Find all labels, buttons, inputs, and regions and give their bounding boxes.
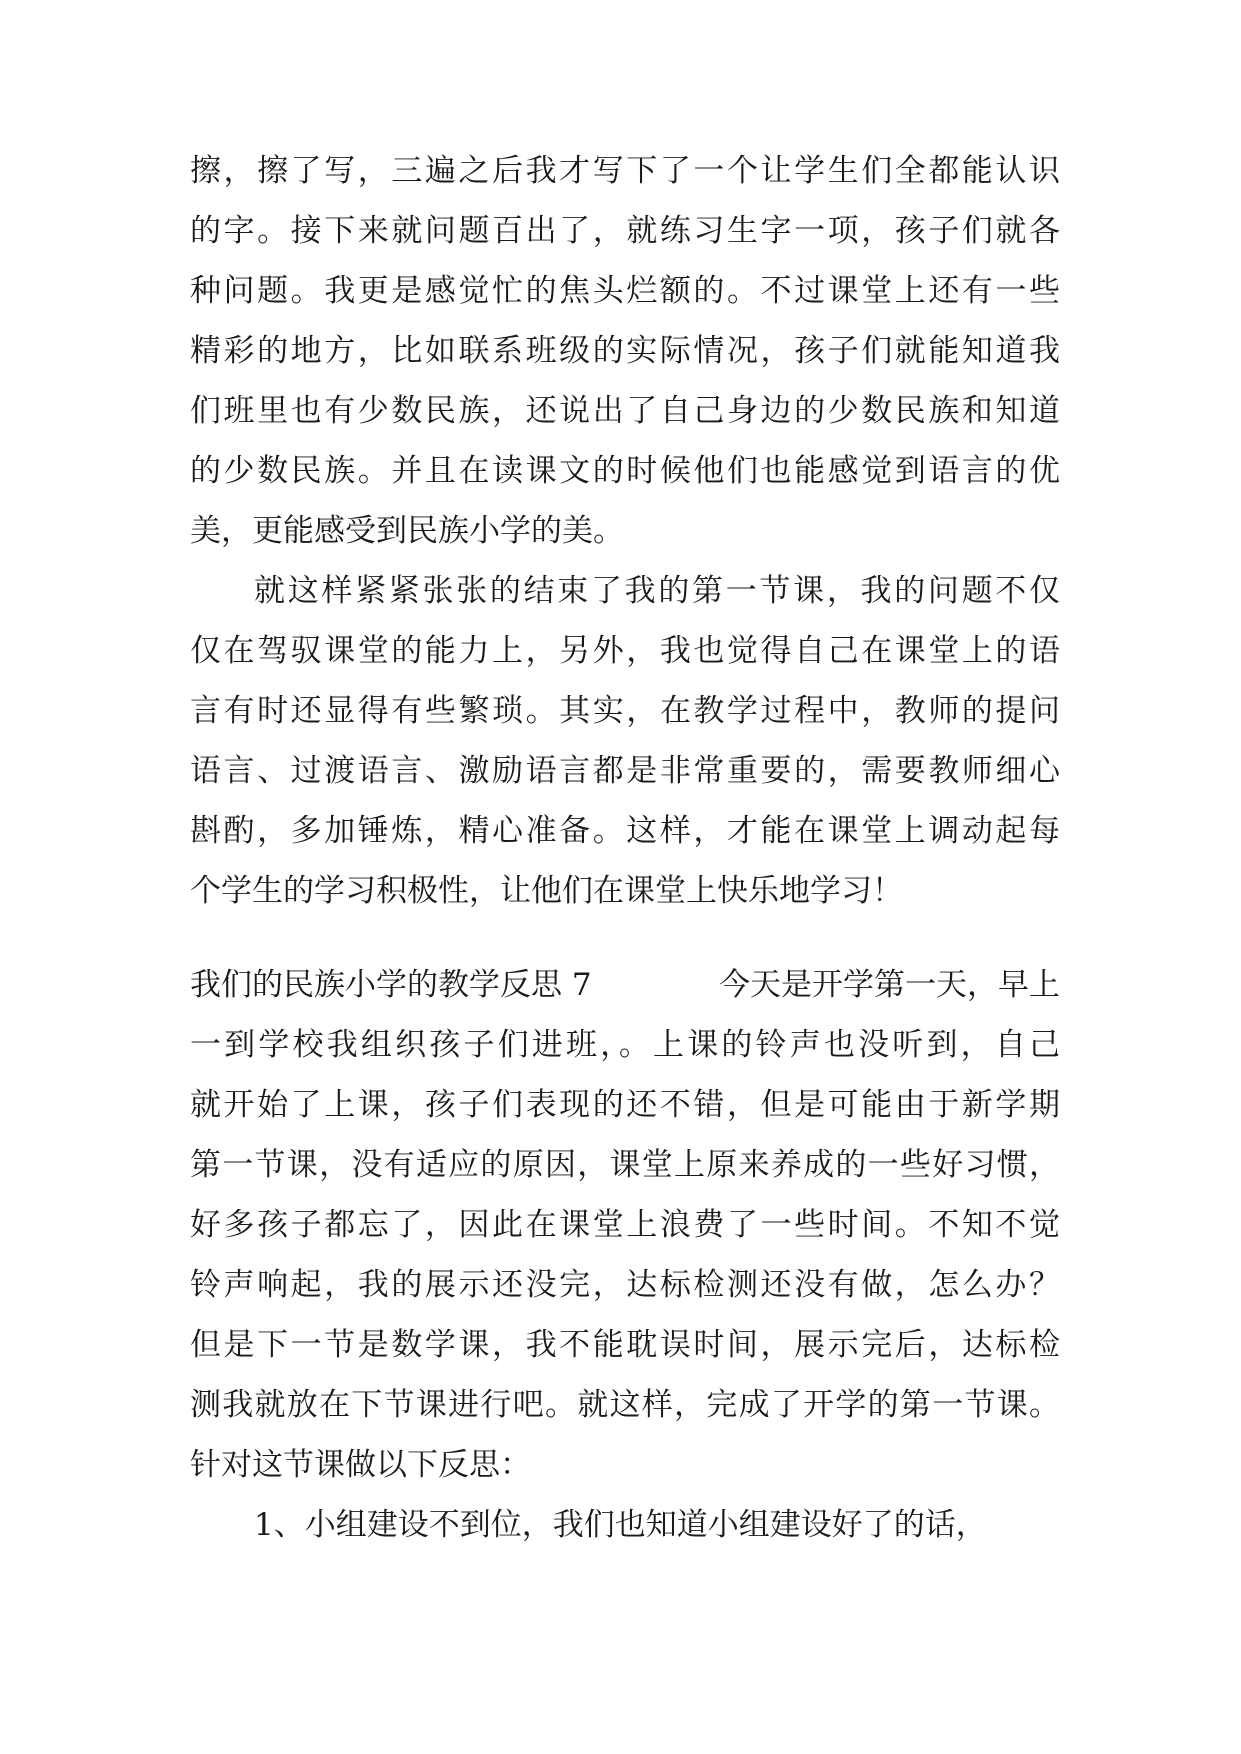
text-line: 的少数民族。并且在读课文的时候他们也能感觉到语言的优 — [190, 453, 1060, 489]
text-line: 就这样紧紧张张的结束了我的第一节课，我的问题不仅 — [254, 573, 1060, 609]
section-title: 我们的民族小学的教学反思 7 — [190, 967, 592, 1003]
text-line: 仅在驾驭课堂的能力上，另外，我也觉得自己在课堂上的语 — [190, 633, 1060, 669]
text-line: 斟酌，多加锤炼，精心准备。这样，才能在课堂上调动起每 — [190, 813, 1060, 849]
paragraph-1 — [190, 141, 1060, 561]
text-line: 就开始了上课，孩子们表现的还不错，但是可能由于新学期 — [190, 1087, 1060, 1123]
paragraph-2 — [190, 561, 1060, 921]
text-line: 测我就放在下节课进行吧。就这样，完成了开学的第一节课。 — [190, 1387, 1060, 1423]
paragraph-4 — [190, 1495, 1060, 1555]
paragraph-3 — [190, 955, 1060, 1495]
text-line: 第一节课，没有适应的原因，课堂上原来养成的一些好习惯， — [190, 1147, 1060, 1183]
section-heading-line — [190, 955, 1060, 1015]
text-line: 好多孩子都忘了，因此在课堂上浪费了一些时间。不知不觉 — [190, 1207, 1060, 1243]
text-line: 美，更能感受到民族小学的美。 — [190, 513, 624, 549]
text-line: 但是下一节是数学课，我不能耽误时间，展示完后，达标检 — [190, 1327, 1060, 1363]
text-line: 1、小组建设不到位，我们也知道小组建设好了的话， — [254, 1507, 987, 1543]
text-line: 精彩的地方，比如联系班级的实际情况，孩子们就能知道我 — [190, 333, 1060, 369]
text-line: 铃声响起，我的展示还没完，达标检测还没有做，怎么办？ — [190, 1267, 1060, 1303]
text-line: 的字。接下来就问题百出了，就练习生字一项，孩子们就各 — [190, 213, 1060, 249]
text-line: 们班里也有少数民族，还说出了自己身边的少数民族和知道 — [190, 393, 1060, 429]
text-line: 种问题。我更是感觉忙的焦头烂额的。不过课堂上还有一些 — [190, 273, 1060, 309]
text-line: 擦，擦了写，三遍之后我才写下了一个让学生们全都能认识 — [190, 153, 1060, 189]
text-line: 语言、过渡语言、激励语言都是非常重要的，需要教师细心 — [190, 753, 1060, 789]
text-line: 言有时还显得有些繁琐。其实，在教学过程中，教师的提问 — [190, 693, 1060, 729]
text-line: 针对这节课做以下反思： — [190, 1447, 531, 1483]
text-line: 个学生的学习积极性，让他们在课堂上快乐地学习！ — [190, 873, 903, 909]
text-line: 一到学校我组织孩子们进班，。上课的铃声也没听到，自己 — [190, 1027, 1060, 1063]
text-line: 今天是开学第一天，早上 — [719, 967, 1060, 1003]
